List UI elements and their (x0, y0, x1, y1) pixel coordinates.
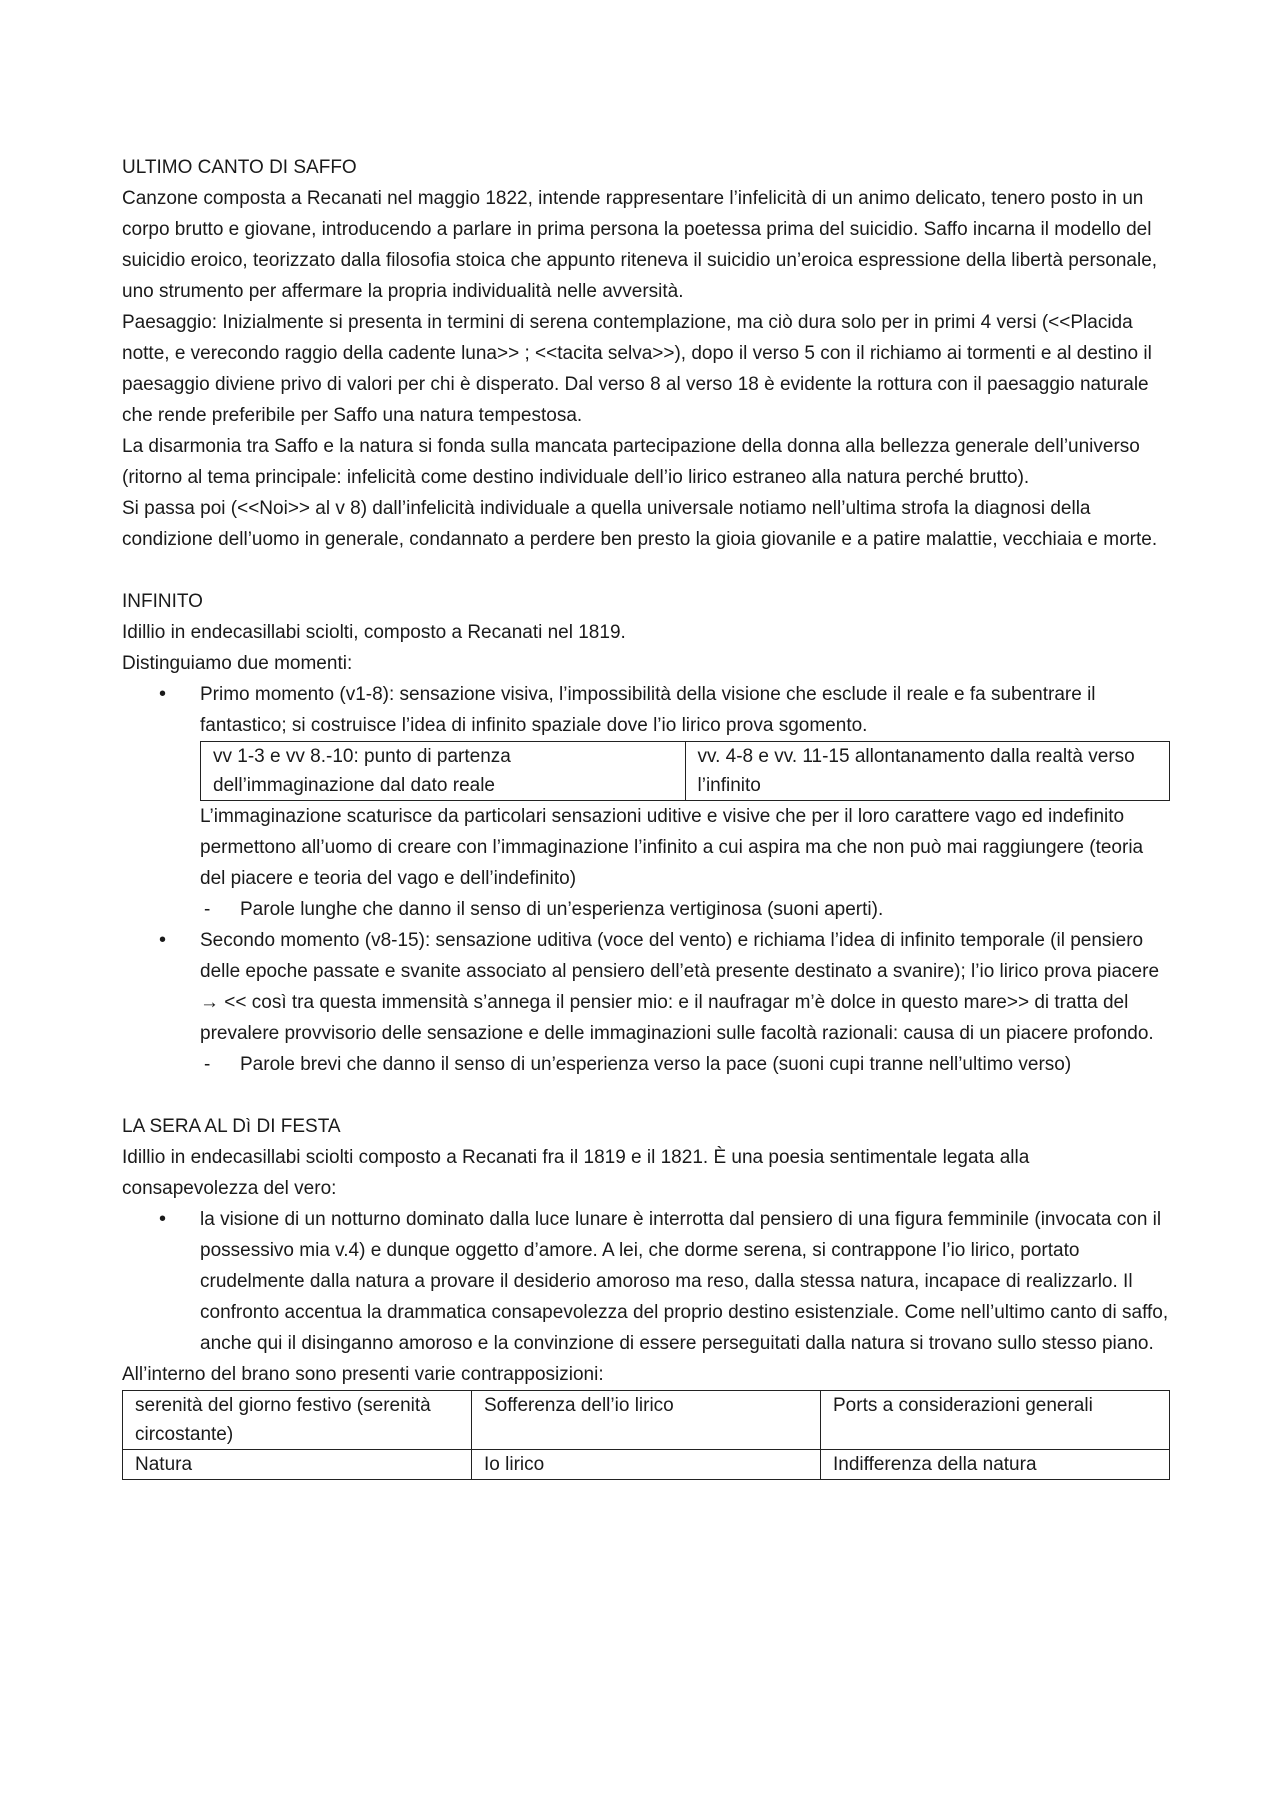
bullet-text: << così tra questa immensità s’annega il pensier mio: e il naufragar m’è dolce in questo mare>> di tratta del prevalere provvisorio delle sensazione e delle immaginazioni sulle facoltà razionali: causa di un piacere profondo. (200, 992, 1154, 1044)
paragraph: Distinguiamo due momenti: (122, 653, 353, 674)
list-item: • la visione di un notturno dominato dalla luce lunare è interrotta dal pensiero di una figura femminile (invocata con il possessivo mia v.4) e dunque oggetto d’amore. A lei, che dorme serena, si contrappone l’io lirico, portato crudelmente dalla natura a provare il desiderio amoroso ma reso, dalla stessa natura, incapace di realizzarlo. Il confronto accentua la drammatica consapevolezza del proprio destino esistenziale. Come nell’ultimo canto di saffo, anche qui il disinganno amoroso e la convinzione di essere perseguitati dalla natura si trovano sullo stesso piano. (200, 1204, 1170, 1359)
section-title-infinito: INFINITO (122, 591, 203, 612)
paragraph: L’immaginazione scaturisce da particolari sensazioni uditive e visive che per il loro carattere vago ed indefinito permettono all’uomo di creare con l’immaginazione l’infinito a cui aspira ma che non può mai raggiungere (teoria del piacere e teoria del vago e dell’indefinito) (200, 806, 1144, 889)
contrasts-table (122, 1390, 1170, 1480)
bullet-text: Primo momento (v1-8): sensazione visiva, l’impossibilità della visione che esclude il reale e fa subentrare il fantastico; si costruisce l’idea di infinito spaziale dove l’io lirico prova sgomento. (200, 684, 1096, 736)
paragraph: Canzone composta a Recanati nel maggio 1822, intende rappresentare l’infelicità di un animo delicato, tenero posto in un corpo brutto e giovane, introducendo a parlare in prima persona la poetessa prima del suicidio. Saffo incarna il modello del suicidio eroico, teorizzato dalla filosofia stoica che appunto riteneva il suicidio un’eroica espressione della libertà personale, uno strumento per affermare la propria individualità nelle avversità. (122, 188, 1158, 302)
dash-list (200, 1049, 1170, 1080)
paragraph: Idillio in endecasillabi sciolti composto a Recanati fra il 1819 e il 1821. È una poesia sentimentale legata alla consapevolezza del vero: (122, 1147, 1030, 1199)
section-title-saffo: ULTIMO CANTO DI SAFFO (122, 157, 357, 178)
table-cell: Natura (123, 1450, 472, 1480)
paragraph: La disarmonia tra Saffo e la natura si fonda sulla mancata partecipazione della donna alla bellezza generale dell’universo (ritorno al tema principale: infelicità come destino individuale dell’io lirico estraneo alla natura perché brutto). (122, 436, 1140, 488)
spacer (122, 1080, 1170, 1111)
table-cell: Ports a considerazioni generali (821, 1391, 1170, 1450)
table-row (123, 1391, 1170, 1450)
bullet-list (122, 1204, 1170, 1359)
verses-table (200, 741, 1170, 801)
table-cell: serenità del giorno festivo (serenità circostante) (123, 1391, 472, 1450)
table-cell: Indifferenza della natura (821, 1450, 1170, 1480)
spacer (122, 555, 1170, 586)
paragraph: Si passa poi (<<Noi>> al v 8) dall’infelicità individuale a quella universale notiamo nell’ultima strofa la diagnosi della condizione dell’uomo in generale, condannato a perdere ben presto la gioia giovanile e a patire malattie, vecchiaia e morte. (122, 498, 1158, 550)
document-page (122, 152, 1170, 1480)
list-item (200, 925, 1170, 1080)
list-item: - Parole lunghe che danno il senso di un’esperienza vertiginosa (suoni aperti). (240, 894, 1170, 925)
bullet-list (122, 679, 1170, 1080)
list-item: - Parole brevi che danno il senso di un’esperienza verso la pace (suoni cupi tranne nell’ultimo verso) (240, 1049, 1170, 1080)
table-cell: Io lirico (472, 1450, 821, 1480)
paragraph: Paesaggio: Inizialmente si presenta in termini di serena contemplazione, ma ciò dura solo per in primi 4 versi (<<Placida notte, e verecondo raggio della cadente luna>> ; <<tacita selva>>), dopo il verso 5 con il richiamo ai tormenti e al destino il paesaggio diviene privo di valori per chi è disperato. Dal verso 8 al verso 18 è evidente la rottura con il paesaggio naturale che rende preferibile per Saffo una natura tempestosa. (122, 312, 1152, 426)
section-title-sera: LA SERA AL Dì DI FESTA (122, 1116, 341, 1137)
bullet-text: Secondo momento (v8-15): sensazione uditiva (voce del vento) e richiama l’idea di infinito temporale (il pensiero delle epoche passate e svanite associato al pensiero dell’età presente destinato a svanire); l’io lirico prova piacere (200, 930, 1160, 982)
paragraph: All’interno del brano sono presenti varie contrapposizioni: (122, 1364, 604, 1385)
table-row (123, 1450, 1170, 1480)
table-cell: vv. 4-8 e vv. 11-15 allontanamento dalla realtà verso l’infinito (685, 742, 1170, 801)
table-cell: Sofferenza dell’io lirico (472, 1391, 821, 1450)
dash-list (200, 894, 1170, 925)
arrow-right-icon: → (200, 992, 219, 1013)
table-row (201, 742, 1170, 801)
table-cell: vv 1-3 e vv 8.-10: punto di partenza dell’immaginazione dal dato reale (201, 742, 686, 801)
paragraph: Idillio in endecasillabi sciolti, composto a Recanati nel 1819. (122, 622, 626, 643)
list-item (200, 679, 1170, 925)
